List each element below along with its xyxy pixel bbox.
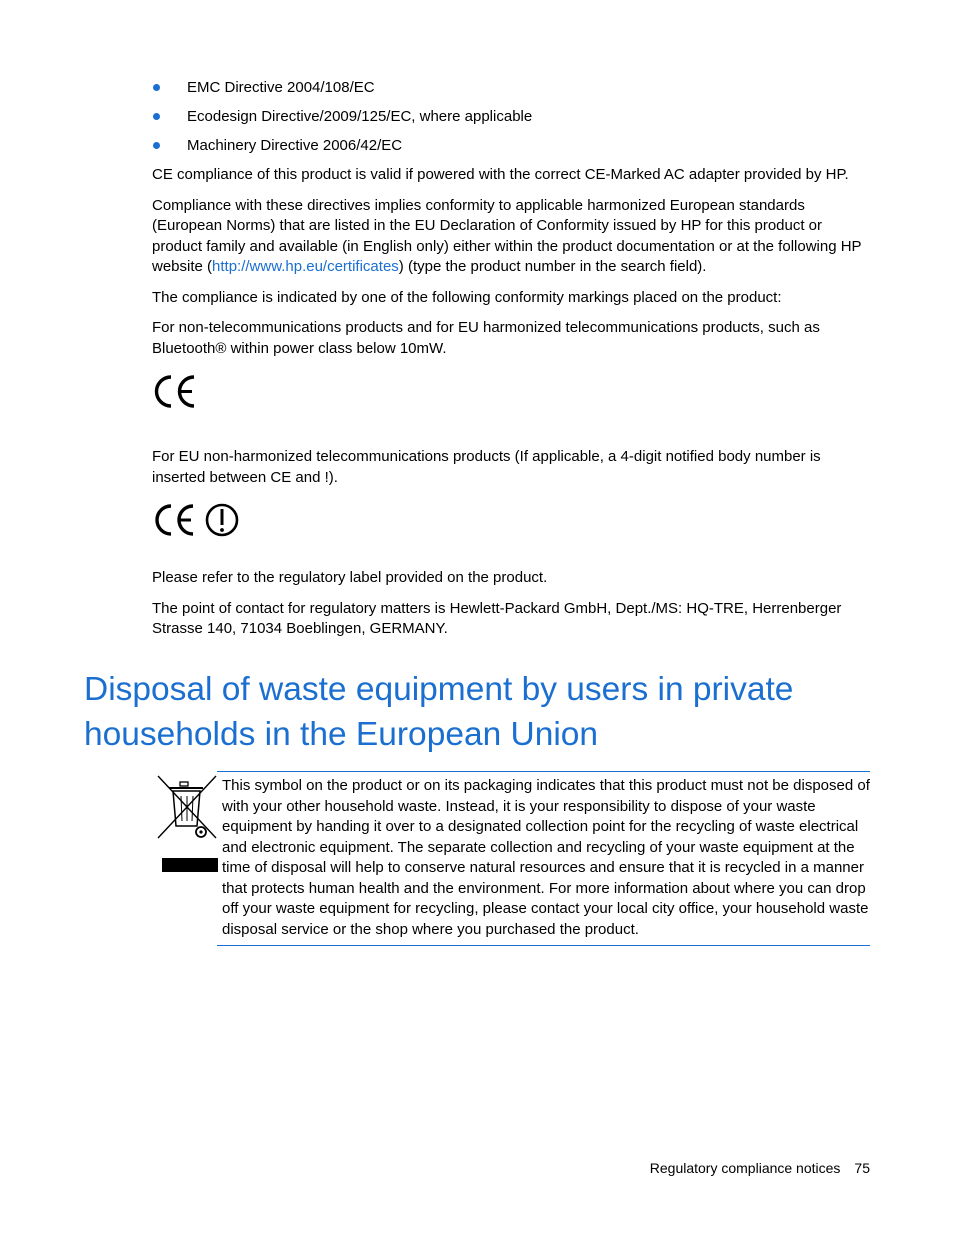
page-footer [650,1158,870,1179]
ce-alert-mark-block [152,498,872,568]
non-telecom-paragraph: For non-telecommunications products and for EU harmonized telecommunications products, such as Bluetooth® within power class below 10mW. [152,319,820,357]
bullet-icon [153,84,160,91]
compliance-paragraph: Compliance with these directives implies conformity to applicable harmonized European standards (European Norms) that are listed in the EU Declaration of Conformity issued by HP for this product or product family and available (in English only) either within the product documentation or at the following HP website (http://www.hp.eu/certificates) (type the product number in the search field). [152,196,862,275]
ce-validity-paragraph: CE compliance of this product is valid if powered with the correct CE-Marked AC adapter provided by HP. [152,166,849,183]
directive-list [152,78,872,165]
contact-paragraph: The point of contact for regulatory matters is Hewlett-Packard GmbH, Dept./MS: HQ-TRE, Herrenberger Strasse 140, 71034 Boeblingen, GERMANY. [152,599,842,637]
weee-notice-box [217,771,870,946]
list-item: Machinery Directive 2006/42/EC [152,136,872,165]
markings-intro-paragraph: The compliance is indicated by one of the following conformity markings placed on the product: [152,288,782,306]
page-number: 75 [854,1160,870,1176]
weee-crossed-bin-icon [156,774,220,874]
list-item: Ecodesign Directive/2009/125/EC, where applicable [152,107,872,136]
non-harmonized-paragraph: For EU non-harmonized telecommunications products (If applicable, a 4-digit notified body number is inserted between CE and !). [152,448,821,486]
hp-certificates-link[interactable]: http://www.hp.eu/certificates [212,258,399,275]
ce-mark-block [152,369,872,447]
regulatory-label-paragraph: Please refer to the regulatory label provided on the product. [152,569,548,586]
list-item: EMC Directive 2004/108/EC [152,78,872,107]
document-body [152,78,872,650]
bullet-icon [153,142,160,149]
footer-label: Regulatory compliance notices [649,1160,841,1176]
bullet-icon [153,113,160,120]
ce-mark-icon [152,372,200,412]
section-heading: Disposal of waste equipment by users in private households in the European Union [84,671,794,753]
weee-notice-text: This symbol on the product or on its packaging indicates that this product must not be disposed of with your other household waste. Instead, it is your responsibility to dispose of your waste equipment by handing it over to a designated collection point for the recycling of waste electrical and electronic equipment. The separate collection and recycling of your waste equipment at the time of disposal will help to conserve natural resources and ensure that it is recycled in a manner that protects human health and the environment. For more information about where you can drop off your waste equipment for recycling, please contact your local city office, your household waste disposal service or the shop where you purchased the product. [222,777,870,938]
ce-alert-mark-icon [152,500,244,540]
